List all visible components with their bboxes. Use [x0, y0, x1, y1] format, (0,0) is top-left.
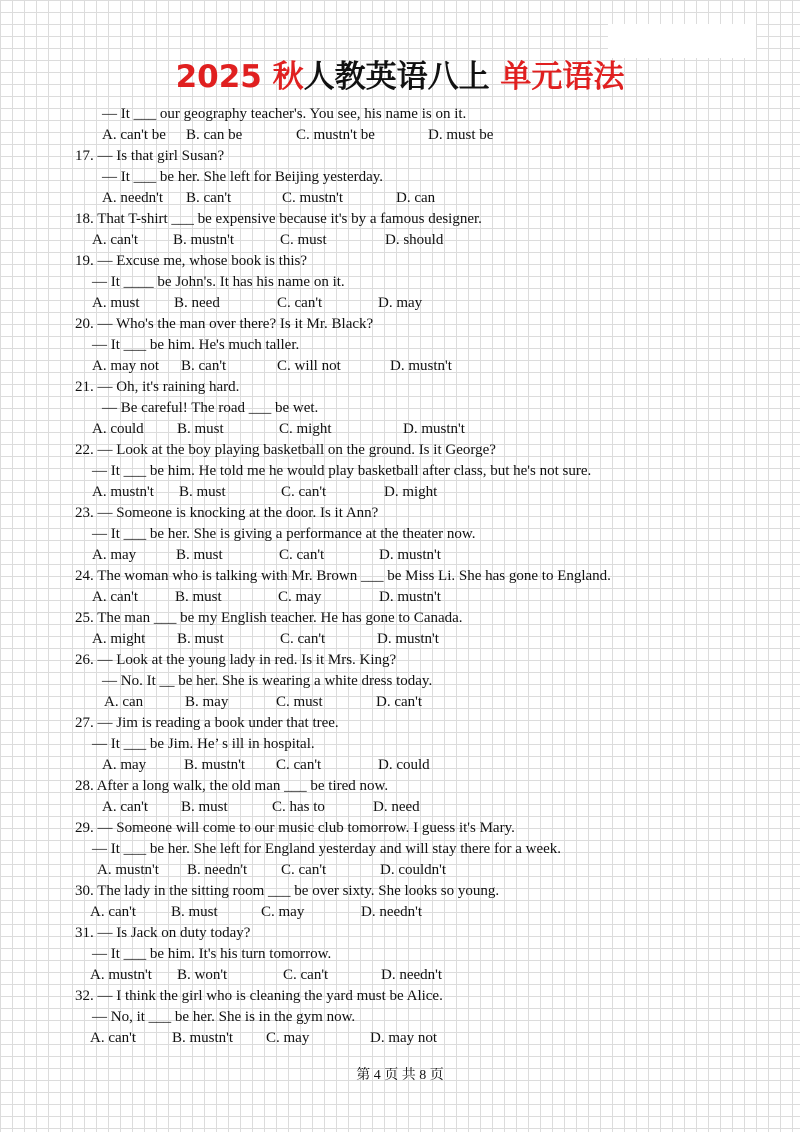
answer-option: B. must [171, 904, 218, 920]
answer-option: D. mustn't [390, 358, 452, 374]
text-line [0, 209, 800, 230]
text-line [0, 1007, 800, 1028]
line-text: 26. — Look at the young lady in red. Is it Mrs. King? [75, 652, 397, 668]
text-line [0, 797, 800, 818]
answer-option: D. mustn't [377, 631, 439, 647]
text-line [0, 188, 800, 209]
text-line [0, 272, 800, 293]
title-topic: 单元语法 [489, 59, 625, 95]
line-text: 21. — Oh, it's raining hard. [75, 379, 240, 395]
answer-option: C. must [276, 694, 323, 710]
text-line [0, 335, 800, 356]
text-line [0, 293, 800, 314]
text-line [0, 524, 800, 545]
answer-option: C. can't [276, 757, 322, 773]
text-line [0, 587, 800, 608]
text-line [0, 251, 800, 272]
text-line [0, 146, 800, 167]
answer-option: C. has to [272, 799, 325, 815]
answer-option: A. can't [90, 904, 137, 920]
answer-option: C. may [261, 904, 305, 920]
answer-option: B. can't [181, 358, 227, 374]
line-text: 18. That T-shirt ___ be expensive because it's by a famous designer. [75, 211, 482, 227]
text-line [0, 377, 800, 398]
answer-option: B. can't [186, 190, 232, 206]
answer-option: D. must be [428, 127, 494, 143]
text-line [0, 167, 800, 188]
text-line [0, 398, 800, 419]
text-line [0, 566, 800, 587]
text-line [0, 629, 800, 650]
answer-option: A. needn't [102, 190, 164, 206]
text-line [0, 692, 800, 713]
line-text: — It ___ be her. She left for Beijing yesterday. [102, 169, 384, 185]
text-line [0, 356, 800, 377]
answer-option: C. can't [283, 967, 329, 983]
answer-option: D. mustn't [379, 547, 441, 563]
line-text: — It ___ be him. He told me he would play basketball after class, but he's not sure. [92, 463, 592, 479]
line-text: — It ___ our geography teacher's. You see, his name is on it. [102, 106, 467, 122]
answer-option: A. mustn't [90, 967, 152, 983]
answer-option: C. can't [280, 631, 326, 647]
answer-option: A. can [104, 694, 144, 710]
text-line [0, 545, 800, 566]
text-line [0, 923, 800, 944]
exercise-list [0, 104, 800, 1049]
answer-option: B. must [181, 799, 228, 815]
text-line [0, 104, 800, 125]
answer-option: B. need [174, 295, 220, 311]
text-line [0, 503, 800, 524]
text-line [0, 986, 800, 1007]
answer-option: B. may [185, 694, 229, 710]
line-text: 32. — I think the girl who is cleaning the yard must be Alice. [75, 988, 443, 1004]
page-number: 第 4 页 共 8 页 [356, 1068, 444, 1083]
answer-option: A. can't be [102, 127, 166, 143]
answer-option: A. must [92, 295, 140, 311]
line-text: — It ___ be him. He's much taller. [92, 337, 300, 353]
text-line [0, 1028, 800, 1049]
line-text: — Be careful! The road ___ be wet. [102, 400, 319, 416]
answer-option: A. may [102, 757, 147, 773]
header-blank-box [608, 24, 756, 58]
text-line [0, 860, 800, 881]
line-text: — It ___ be her. She left for England yesterday and will stay there for a week. [92, 841, 562, 857]
text-line [0, 419, 800, 440]
answer-option: D. may [378, 295, 423, 311]
answer-option: A. could [92, 421, 144, 437]
text-line [0, 965, 800, 986]
answer-option: C. can't [279, 547, 325, 563]
answer-option: A. mustn't [97, 862, 159, 878]
answer-option: A. can't [90, 1030, 137, 1046]
answer-option: D. mustn't [379, 589, 441, 605]
answer-option: A. may not [92, 358, 160, 374]
answer-option: D. should [385, 232, 444, 248]
answer-option: B. mustn't [172, 1030, 234, 1046]
answer-option: A. may [92, 547, 137, 563]
answer-option: B. must [177, 631, 224, 647]
text-line [0, 713, 800, 734]
text-line [0, 482, 800, 503]
line-text: — It ___ be him. It's his turn tomorrow. [92, 946, 332, 962]
answer-option: D. couldn't [380, 862, 447, 878]
text-line [0, 671, 800, 692]
answer-option: B. needn't [187, 862, 248, 878]
line-text: 23. — Someone is knocking at the door. Is it Ann? [75, 505, 379, 521]
text-line [0, 776, 800, 797]
line-text: 24. The woman who is talking with Mr. Brown ___ be Miss Li. She has gone to England. [75, 568, 611, 584]
title-year: 2025 秋 [175, 59, 304, 95]
answer-option: B. must [179, 484, 226, 500]
line-text: 22. — Look at the boy playing basketball on the ground. Is it George? [75, 442, 496, 458]
line-text: 20. — Who's the man over there? Is it Mr. Black? [75, 316, 374, 332]
answer-option: C. must [280, 232, 327, 248]
answer-option: C. may [278, 589, 322, 605]
answer-option: C. mustn't [282, 190, 344, 206]
answer-option: B. won't [177, 967, 228, 983]
text-line [0, 461, 800, 482]
answer-option: D. can [396, 190, 436, 206]
line-text: — No. It __ be her. She is wearing a white dress today. [102, 673, 433, 689]
line-text: 29. — Someone will come to our music club tomorrow. I guess it's Mary. [75, 820, 515, 836]
answer-option: D. may not [370, 1030, 438, 1046]
answer-option: C. can't [281, 484, 327, 500]
text-line [0, 818, 800, 839]
answer-option: D. needn't [381, 967, 443, 983]
line-text: 17. — Is that girl Susan? [75, 148, 225, 164]
answer-option: D. mustn't [403, 421, 465, 437]
text-line [0, 125, 800, 146]
line-text: — It ___ be Jim. He’ s ill in hospital. [92, 736, 315, 752]
line-text: — It ____ be John's. It has his name on it. [92, 274, 345, 290]
title-course: 人教英语八上 [303, 59, 490, 95]
line-text: 28. After a long walk, the old man ___ be tired now. [75, 778, 389, 794]
answer-option: C. might [279, 421, 332, 437]
line-text: — It ___ be her. She is giving a performance at the theater now. [92, 526, 476, 542]
text-line [0, 839, 800, 860]
answer-option: C. can't [277, 295, 323, 311]
answer-option: A. can't [92, 232, 139, 248]
answer-option: A. can't [102, 799, 149, 815]
text-line [0, 944, 800, 965]
answer-option: D. might [384, 484, 438, 500]
answer-option: D. can't [376, 694, 423, 710]
text-line [0, 314, 800, 335]
answer-option: B. must [177, 421, 224, 437]
line-text: 19. — Excuse me, whose book is this? [75, 253, 308, 269]
text-line [0, 440, 800, 461]
page-title [0, 58, 800, 96]
text-line [0, 902, 800, 923]
line-text: 25. The man ___ be my English teacher. He has gone to Canada. [75, 610, 463, 626]
answer-option: B. must [176, 547, 223, 563]
answer-option: B. must [175, 589, 222, 605]
answer-option: C. can't [281, 862, 327, 878]
answer-option: D. need [373, 799, 420, 815]
answer-option: C. may [266, 1030, 310, 1046]
text-line [0, 608, 800, 629]
answer-option: B. mustn't [184, 757, 246, 773]
answer-option: B. can be [186, 127, 243, 143]
text-line [0, 230, 800, 251]
line-text: — No, it ___ be her. She is in the gym now. [92, 1009, 356, 1025]
text-line [0, 881, 800, 902]
answer-option: B. mustn't [173, 232, 235, 248]
answer-option: D. could [378, 757, 430, 773]
answer-option: A. might [92, 631, 146, 647]
answer-option: A. can't [92, 589, 139, 605]
answer-option: D. needn't [361, 904, 423, 920]
line-text: 31. — Is Jack on duty today? [75, 925, 251, 941]
text-line [0, 734, 800, 755]
answer-option: C. will not [277, 358, 341, 374]
answer-option: A. mustn't [92, 484, 154, 500]
answer-option: C. mustn't be [296, 127, 375, 143]
line-text: 30. The lady in the sitting room ___ be over sixty. She looks so young. [75, 883, 500, 899]
text-line [0, 650, 800, 671]
line-text: 27. — Jim is reading a book under that tree. [75, 715, 339, 731]
text-line [0, 755, 800, 776]
